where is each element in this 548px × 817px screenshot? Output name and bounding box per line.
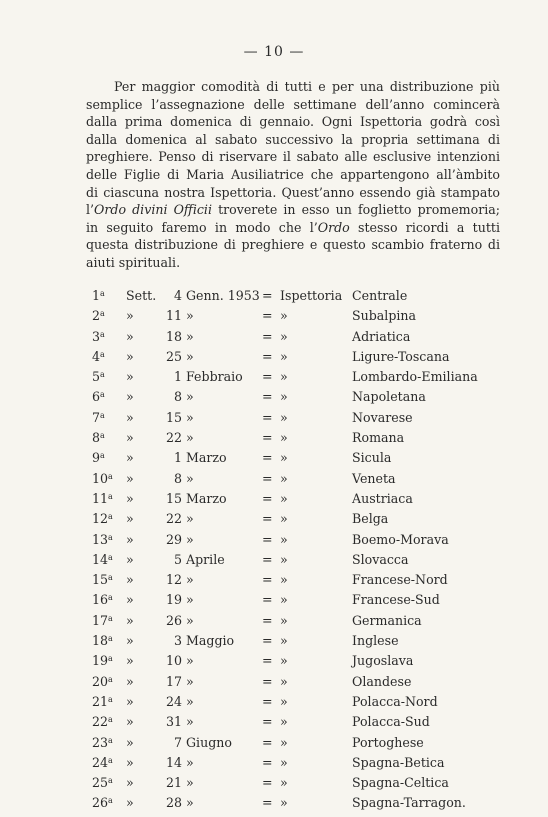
equals-sign: = (262, 714, 273, 730)
ordinal-suffix: a (100, 289, 105, 298)
week-ordinal (92, 653, 113, 668)
equals-sign: = (262, 653, 273, 669)
text-run: l’ (86, 202, 95, 218)
intro-paragraph (86, 78, 500, 272)
ordinal-suffix: a (108, 512, 113, 522)
month: » (186, 775, 194, 791)
week-ordinal (92, 572, 113, 587)
week-number: 17 (92, 612, 109, 628)
day-number: 8 (173, 389, 182, 405)
week-label: » (126, 450, 134, 466)
month: Febbraio (186, 369, 243, 385)
month: Maggio (186, 633, 235, 649)
equals-sign: = (262, 490, 273, 506)
equals-sign: = (262, 592, 273, 608)
equals-sign: = (262, 450, 273, 466)
ordinal-suffix: a (108, 654, 113, 664)
inspectorate-label: Ispettoria (280, 288, 343, 303)
inspectorate-name: Novarese (352, 409, 413, 425)
ordinal-suffix: a (100, 329, 105, 339)
day-number: 28 (165, 795, 182, 811)
week-label: » (126, 490, 134, 506)
table-row (92, 349, 512, 369)
equals-sign: = (262, 348, 273, 364)
ordinal-suffix: a (100, 349, 105, 359)
inspectorate-name: Slovacca (352, 551, 409, 567)
inspectorate-label: » (280, 308, 288, 324)
paragraph-line (86, 78, 500, 96)
inspectorate-label: » (280, 450, 288, 466)
equals-sign: = (262, 754, 273, 770)
week-ordinal (92, 389, 105, 404)
month: » (186, 653, 194, 669)
italic-title: Ordo (317, 219, 350, 235)
week-number: 19 (92, 653, 109, 669)
month: » (186, 328, 194, 344)
month: » (186, 754, 194, 770)
ordinal-suffix: a (108, 674, 113, 684)
week-label: » (126, 653, 134, 669)
week-label: » (126, 551, 134, 567)
ordinal-suffix: a (100, 431, 105, 441)
week-label: » (126, 470, 134, 486)
table-row (92, 795, 512, 815)
week-number: 22 (92, 714, 109, 730)
equals-sign: = (262, 288, 273, 303)
equals-sign: = (262, 389, 273, 405)
table-row (92, 592, 512, 612)
text-run: semplice l’assegnazione delle settimane dell’anno comincerà (86, 96, 500, 112)
week-number: 26 (92, 795, 109, 811)
table-row (92, 674, 512, 694)
inspectorate-name: Subalpina (352, 308, 417, 324)
inspectorate-name: Spagna-Tarragon. (352, 795, 466, 811)
inspectorate-name: Centrale (352, 288, 408, 303)
month: » (186, 409, 194, 425)
equals-sign: = (262, 775, 273, 791)
equals-sign: = (262, 633, 273, 649)
inspectorate-name: Spagna-Betica (352, 754, 445, 770)
week-ordinal (92, 694, 113, 709)
table-row (92, 491, 512, 511)
day-number: 18 (165, 328, 182, 344)
inspectorate-name: Romana (352, 430, 405, 446)
table-row (92, 653, 512, 673)
week-number: 1 (92, 288, 101, 303)
month: » (186, 693, 194, 709)
paragraph-line (86, 219, 500, 237)
table-row (92, 329, 512, 349)
table-row (92, 430, 512, 450)
text-run: troverete in esso un foglietto promemoria; (211, 202, 500, 218)
ordinal-suffix: a (100, 451, 105, 461)
equals-sign: = (262, 511, 273, 527)
week-ordinal (92, 410, 105, 425)
text-run: delle Figlie di Maria Ausiliatrice che appartengono all’àmbito (86, 166, 500, 182)
inspectorate-name: Veneta (352, 470, 396, 486)
inspectorate-label: » (280, 490, 288, 506)
inspectorate-label: » (280, 430, 288, 446)
month: » (186, 470, 194, 486)
day-number: 7 (173, 734, 182, 750)
week-label: » (126, 714, 134, 730)
week-number: 13 (92, 531, 109, 547)
ordinal-suffix: a (108, 532, 113, 542)
week-label: » (126, 531, 134, 547)
ordinal-suffix: a (100, 390, 105, 400)
inspectorate-label: » (280, 348, 288, 364)
text-run: in seguito faremo in modo che l’ (86, 219, 318, 235)
inspectorate-label: » (280, 511, 288, 527)
week-number: 6 (92, 389, 101, 405)
equals-sign: = (262, 531, 273, 547)
ordinal-suffix: a (108, 796, 113, 806)
day-number: 25 (165, 348, 182, 364)
equals-sign: = (262, 328, 273, 344)
text-run: di ciascuna nostra Ispettoria. Quest’anno essendo già stampato (86, 184, 500, 200)
inspectorate-label: » (280, 592, 288, 608)
inspectorate-name: Jugoslava (352, 653, 414, 669)
week-ordinal (92, 349, 105, 364)
paragraph-line (86, 148, 500, 166)
inspectorate-name: Spagna-Celtica (352, 775, 449, 791)
inspectorate-name: Ligure-Toscana (352, 348, 450, 364)
week-ordinal (92, 369, 105, 384)
paragraph-line (86, 254, 500, 272)
month: » (186, 673, 194, 689)
inspectorate-name: Polacca-Nord (352, 693, 438, 709)
inspectorate-name: Napoletana (352, 389, 426, 405)
equals-sign: = (262, 308, 273, 324)
ordinal-suffix: a (108, 552, 113, 562)
month: » (186, 511, 194, 527)
month: » (186, 795, 194, 811)
day-number: 12 (165, 572, 182, 588)
inspectorate-name: Sicula (352, 450, 392, 466)
week-label: » (126, 511, 134, 527)
inspectorate-label: » (280, 470, 288, 486)
paragraph-line (86, 96, 500, 114)
day-number: 4 (173, 288, 182, 303)
week-label: » (126, 693, 134, 709)
week-number: 5 (92, 369, 101, 385)
ordinal-suffix: a (108, 593, 113, 603)
week-number: 8 (92, 430, 101, 446)
text-run: aiuti spirituali. (86, 254, 181, 270)
paragraph-line (86, 166, 500, 184)
week-label: » (126, 389, 134, 405)
table-row (92, 572, 512, 592)
week-assignment-table (92, 288, 512, 816)
table-row (92, 410, 512, 430)
table-row (92, 389, 512, 409)
day-number: 11 (165, 308, 182, 324)
month: » (186, 592, 194, 608)
week-label: » (126, 612, 134, 628)
table-row (92, 288, 512, 308)
table-row (92, 735, 512, 755)
week-number: 24 (92, 754, 109, 770)
day-number: 3 (173, 633, 182, 649)
day-number: 1 (173, 369, 182, 385)
week-ordinal (92, 755, 113, 770)
equals-sign: = (262, 673, 273, 689)
table-row (92, 308, 512, 328)
inspectorate-label: » (280, 369, 288, 385)
equals-sign: = (262, 795, 273, 811)
week-number: 16 (92, 592, 109, 608)
month: » (186, 348, 194, 364)
week-label: » (126, 308, 134, 324)
table-row (92, 755, 512, 775)
table-row (92, 450, 512, 470)
month: Giugno (186, 734, 232, 750)
day-number: 29 (165, 531, 182, 547)
inspectorate-label: » (280, 551, 288, 567)
month: Genn. 1953 (186, 288, 260, 303)
week-ordinal (92, 450, 105, 465)
table-row (92, 552, 512, 572)
inspectorate-label: » (280, 633, 288, 649)
week-number: 3 (92, 328, 101, 344)
ordinal-suffix: a (108, 573, 113, 583)
inspectorate-name: Polacca-Sud (352, 714, 430, 730)
week-number: 12 (92, 511, 109, 527)
inspectorate-label: » (280, 389, 288, 405)
inspectorate-name: Francese-Sud (352, 592, 440, 608)
inspectorate-label: » (280, 673, 288, 689)
ordinal-suffix: a (108, 634, 113, 644)
ordinal-suffix: a (108, 715, 113, 725)
month: Marzo (186, 490, 227, 506)
day-number: 22 (165, 511, 182, 527)
week-ordinal (92, 532, 113, 547)
equals-sign: = (262, 693, 273, 709)
week-number: 14 (92, 551, 109, 567)
week-label: » (126, 795, 134, 811)
table-row (92, 775, 512, 795)
month: Aprile (186, 551, 225, 567)
inspectorate-label: » (280, 693, 288, 709)
paragraph-line (86, 184, 500, 202)
week-number: 9 (92, 450, 101, 466)
day-number: 17 (165, 673, 182, 689)
week-number: 7 (92, 409, 101, 425)
week-label: » (126, 592, 134, 608)
week-label: Sett. (126, 288, 157, 303)
equals-sign: = (262, 430, 273, 446)
week-number: 15 (92, 572, 109, 588)
month: » (186, 714, 194, 730)
equals-sign: = (262, 572, 273, 588)
month: Marzo (186, 450, 227, 466)
inspectorate-name: Portoghese (352, 734, 424, 750)
day-number: 15 (165, 490, 182, 506)
day-number: 1 (173, 450, 182, 466)
week-number: 23 (92, 734, 109, 750)
table-row (92, 369, 512, 389)
week-label: » (126, 754, 134, 770)
inspectorate-label: » (280, 653, 288, 669)
week-ordinal (92, 714, 113, 729)
week-label: » (126, 369, 134, 385)
inspectorate-label: » (280, 328, 288, 344)
equals-sign: = (262, 409, 273, 425)
week-ordinal (92, 308, 105, 323)
equals-sign: = (262, 470, 273, 486)
day-number: 21 (165, 775, 182, 791)
inspectorate-label: » (280, 572, 288, 588)
page-number: — 10 — (243, 44, 305, 60)
week-label: » (126, 430, 134, 446)
inspectorate-label: » (280, 612, 288, 628)
week-number: 21 (92, 693, 109, 709)
week-ordinal (92, 613, 113, 628)
inspectorate-name: Adriatica (352, 328, 411, 344)
inspectorate-name: Francese-Nord (352, 572, 448, 588)
text-run: questa distribuzione di preghiere e questo scambio fraterno di (86, 237, 500, 253)
inspectorate-label: » (280, 409, 288, 425)
week-label: » (126, 673, 134, 689)
inspectorate-name: Germanica (352, 612, 422, 628)
week-ordinal (92, 491, 113, 506)
table-row (92, 714, 512, 734)
inspectorate-name: Lombardo-Emiliana (352, 369, 478, 385)
week-ordinal (92, 552, 113, 567)
day-number: 24 (165, 693, 182, 709)
week-number: 20 (92, 673, 109, 689)
paragraph-line (86, 201, 500, 219)
inspectorate-name: Olandese (352, 673, 412, 689)
table-row (92, 694, 512, 714)
inspectorate-name: Boemo-Morava (352, 531, 449, 547)
day-number: 15 (165, 409, 182, 425)
equals-sign: = (262, 612, 273, 628)
month: » (186, 612, 194, 628)
paragraph-line (86, 236, 500, 254)
ordinal-suffix: a (108, 776, 113, 786)
text-run: preghiere. Penso di riservare il sabato alle esclusive intenzioni (86, 149, 500, 165)
week-ordinal (92, 592, 113, 607)
equals-sign: = (262, 551, 273, 567)
paragraph-line (86, 131, 500, 149)
inspectorate-label: » (280, 531, 288, 547)
ordinal-suffix: a (108, 694, 113, 704)
text-run: stesso ricordi a tutti (349, 219, 501, 235)
inspectorate-label: » (280, 795, 288, 811)
week-label: » (126, 775, 134, 791)
week-label: » (126, 572, 134, 588)
table-row (92, 471, 512, 491)
day-number: 26 (165, 612, 182, 628)
day-number: 10 (165, 653, 182, 669)
table-row (92, 532, 512, 552)
week-number: 18 (92, 633, 109, 649)
week-ordinal (92, 633, 113, 648)
ordinal-suffix: a (108, 491, 113, 501)
inspectorate-label: » (280, 734, 288, 750)
week-ordinal (92, 775, 113, 790)
table-row (92, 511, 512, 531)
day-number: 31 (165, 714, 182, 730)
month: » (186, 389, 194, 405)
day-number: 5 (173, 551, 182, 567)
text-run: dalla prima domenica di gennaio. Ogni Ispettoria godrà così (86, 114, 500, 130)
month: » (186, 430, 194, 446)
week-ordinal (92, 511, 113, 526)
day-number: 8 (173, 470, 182, 486)
week-ordinal (92, 795, 113, 810)
month: » (186, 572, 194, 588)
table-row (92, 633, 512, 653)
week-ordinal (92, 430, 105, 445)
italic-title: Ordo divini Officii (94, 202, 212, 218)
inspectorate-name: Austriaca (352, 490, 413, 506)
text-run: dalla domenica al sabato successivo la propria settimana di (86, 131, 500, 147)
week-ordinal (92, 735, 113, 750)
inspectorate-name: Belga (352, 511, 389, 527)
ordinal-suffix: a (100, 410, 105, 420)
week-number: 2 (92, 308, 101, 324)
equals-sign: = (262, 369, 273, 385)
text-run: Per maggior comodità di tutti e per una distribuzione più (114, 79, 500, 94)
ordinal-suffix: a (108, 735, 113, 745)
week-number: 4 (92, 348, 101, 364)
ordinal-suffix: a (100, 309, 105, 319)
week-label: » (126, 409, 134, 425)
week-label: » (126, 633, 134, 649)
inspectorate-label: » (280, 775, 288, 791)
ordinal-suffix: a (108, 613, 113, 623)
day-number: 22 (165, 430, 182, 446)
week-ordinal (92, 674, 113, 689)
week-ordinal (92, 329, 105, 344)
ordinal-suffix: a (100, 370, 105, 380)
ordinal-suffix: a (108, 471, 113, 481)
day-number: 19 (165, 592, 182, 608)
month: » (186, 531, 194, 547)
inspectorate-label: » (280, 754, 288, 770)
week-ordinal (92, 471, 113, 486)
week-number: 25 (92, 775, 109, 791)
week-label: » (126, 348, 134, 364)
day-number: 14 (165, 754, 182, 770)
week-number: 10 (92, 470, 109, 486)
paragraph-line (86, 113, 500, 131)
inspectorate-label: » (280, 714, 288, 730)
week-ordinal (92, 288, 105, 303)
week-number: 11 (92, 490, 109, 506)
table-row (92, 613, 512, 633)
month: » (186, 308, 194, 324)
equals-sign: = (262, 734, 273, 750)
ordinal-suffix: a (108, 755, 113, 765)
week-label: » (126, 328, 134, 344)
inspectorate-name: Inglese (352, 633, 399, 649)
week-label: » (126, 734, 134, 750)
